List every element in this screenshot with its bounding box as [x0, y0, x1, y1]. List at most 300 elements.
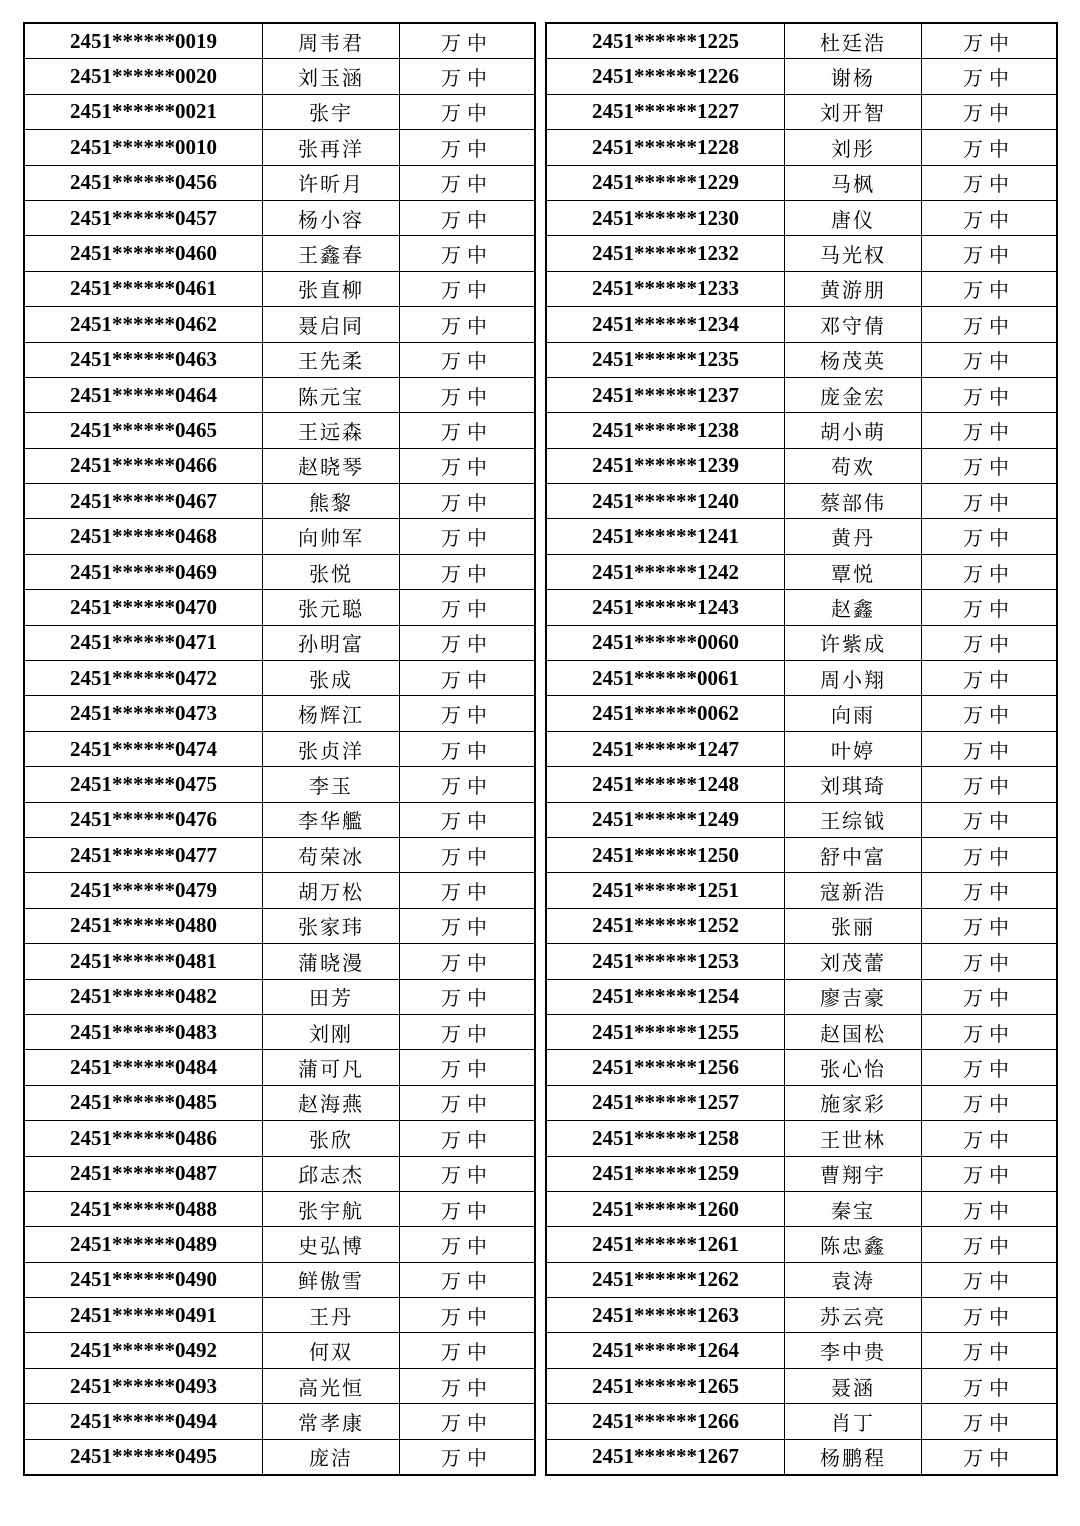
table-row [24, 1368, 535, 1403]
student-name-cell: 邓守倩 [785, 307, 922, 342]
table-row [546, 165, 1057, 200]
table-row [546, 802, 1057, 837]
school-cell: 万中 [922, 1227, 1058, 1262]
exam-id-cell: 2451******1264 [546, 1333, 785, 1368]
exam-id-cell: 2451******0464 [24, 377, 263, 412]
school-cell: 万中 [400, 661, 536, 696]
exam-id-cell: 2451******1255 [546, 1014, 785, 1049]
table-row [546, 1404, 1057, 1439]
table-row [24, 59, 535, 94]
table-row [546, 767, 1057, 802]
student-name-cell: 张悦 [263, 554, 400, 589]
school-cell: 万中 [922, 1333, 1058, 1368]
school-cell: 万中 [922, 236, 1058, 271]
table-row [546, 1333, 1057, 1368]
student-name-cell: 唐仪 [785, 200, 922, 235]
student-name-cell: 孙明富 [263, 625, 400, 660]
school-cell: 万中 [400, 1439, 536, 1475]
school-cell: 万中 [400, 200, 536, 235]
student-name-cell: 鲜傲雪 [263, 1262, 400, 1297]
school-cell: 万中 [400, 1050, 536, 1085]
table-row [24, 377, 535, 412]
school-cell: 万中 [400, 342, 536, 377]
student-name-cell: 张心怡 [785, 1050, 922, 1085]
exam-id-cell: 2451******0486 [24, 1121, 263, 1156]
school-cell: 万中 [400, 1333, 536, 1368]
table-row [24, 1333, 535, 1368]
student-name-cell: 赵国松 [785, 1014, 922, 1049]
student-name-cell: 袁涛 [785, 1262, 922, 1297]
table-row [24, 271, 535, 306]
school-cell: 万中 [400, 696, 536, 731]
student-name-cell: 常孝康 [263, 1404, 400, 1439]
table-row [24, 1050, 535, 1085]
student-name-cell: 蔡部伟 [785, 484, 922, 519]
exam-id-cell: 2451******0493 [24, 1368, 263, 1403]
exam-id-cell: 2451******0019 [24, 23, 263, 59]
exam-id-cell: 2451******1248 [546, 767, 785, 802]
table-row [546, 873, 1057, 908]
student-name-cell: 廖吉豪 [785, 979, 922, 1014]
school-cell: 万中 [922, 130, 1058, 165]
student-name-cell: 张贞洋 [263, 731, 400, 766]
student-name-cell: 聂涵 [785, 1368, 922, 1403]
student-name-cell: 周小翔 [785, 661, 922, 696]
exam-id-cell: 2451******1249 [546, 802, 785, 837]
school-cell: 万中 [922, 1085, 1058, 1120]
school-cell: 万中 [400, 271, 536, 306]
exam-id-cell: 2451******0474 [24, 731, 263, 766]
table-row [24, 1262, 535, 1297]
school-cell: 万中 [400, 625, 536, 660]
student-name-cell: 秦宝 [785, 1191, 922, 1226]
exam-id-cell: 2451******0477 [24, 837, 263, 872]
school-cell: 万中 [400, 590, 536, 625]
school-cell: 万中 [922, 590, 1058, 625]
exam-id-cell: 2451******1258 [546, 1121, 785, 1156]
school-cell: 万中 [400, 1191, 536, 1226]
table-row [24, 837, 535, 872]
exam-id-cell: 2451******0463 [24, 342, 263, 377]
exam-id-cell: 2451******1250 [546, 837, 785, 872]
school-cell: 万中 [400, 1368, 536, 1403]
school-cell: 万中 [922, 837, 1058, 872]
student-name-cell: 刘刚 [263, 1014, 400, 1049]
table-row [546, 837, 1057, 872]
exam-id-cell: 2451******1225 [546, 23, 785, 59]
school-cell: 万中 [400, 554, 536, 589]
exam-id-cell: 2451******1239 [546, 448, 785, 483]
table-row [546, 23, 1057, 59]
table-row [24, 661, 535, 696]
school-cell: 万中 [922, 200, 1058, 235]
student-name-cell: 刘玉涵 [263, 59, 400, 94]
student-name-cell: 刘琪琦 [785, 767, 922, 802]
student-name-cell: 赵鑫 [785, 590, 922, 625]
exam-id-cell: 2451******0021 [24, 94, 263, 129]
school-cell: 万中 [922, 59, 1058, 94]
exam-id-cell: 2451******1259 [546, 1156, 785, 1191]
school-cell: 万中 [922, 1298, 1058, 1333]
table-row [546, 1368, 1057, 1403]
table-row [24, 802, 535, 837]
exam-id-cell: 2451******1235 [546, 342, 785, 377]
student-name-cell: 王综钺 [785, 802, 922, 837]
school-cell: 万中 [922, 554, 1058, 589]
table-row [546, 625, 1057, 660]
exam-id-cell: 2451******1247 [546, 731, 785, 766]
table-row [546, 1121, 1057, 1156]
school-cell: 万中 [922, 873, 1058, 908]
student-name-cell: 聂启同 [263, 307, 400, 342]
school-cell: 万中 [400, 1121, 536, 1156]
exam-id-cell: 2451******0495 [24, 1439, 263, 1475]
exam-id-cell: 2451******0469 [24, 554, 263, 589]
exam-id-cell: 2451******1240 [546, 484, 785, 519]
table-row [24, 448, 535, 483]
exam-id-cell: 2451******1238 [546, 413, 785, 448]
exam-id-cell: 2451******0472 [24, 661, 263, 696]
table-row [546, 413, 1057, 448]
student-name-cell: 苏云亮 [785, 1298, 922, 1333]
student-name-cell: 覃悦 [785, 554, 922, 589]
table-row [24, 979, 535, 1014]
student-name-cell: 张欣 [263, 1121, 400, 1156]
exam-id-cell: 2451******1237 [546, 377, 785, 412]
exam-id-cell: 2451******0488 [24, 1191, 263, 1226]
exam-id-cell: 2451******1265 [546, 1368, 785, 1403]
table-row [24, 554, 535, 589]
exam-id-cell: 2451******1229 [546, 165, 785, 200]
exam-id-cell: 2451******0465 [24, 413, 263, 448]
school-cell: 万中 [922, 767, 1058, 802]
table-row [24, 625, 535, 660]
school-cell: 万中 [922, 944, 1058, 979]
student-name-cell: 周韦君 [263, 23, 400, 59]
school-cell: 万中 [922, 1404, 1058, 1439]
table-row [24, 1121, 535, 1156]
school-cell: 万中 [400, 731, 536, 766]
student-name-cell: 何双 [263, 1333, 400, 1368]
student-name-cell: 张成 [263, 661, 400, 696]
table-row [546, 1014, 1057, 1049]
school-cell: 万中 [922, 1439, 1058, 1475]
exam-id-cell: 2451******0460 [24, 236, 263, 271]
table-row [546, 696, 1057, 731]
student-name-cell: 张元聪 [263, 590, 400, 625]
student-name-cell: 向帅军 [263, 519, 400, 554]
student-name-cell: 张直柳 [263, 271, 400, 306]
student-table-right [545, 22, 1058, 1476]
exam-id-cell: 2451******0489 [24, 1227, 263, 1262]
student-name-cell: 蒲晓漫 [263, 944, 400, 979]
table-row [24, 413, 535, 448]
school-cell: 万中 [400, 130, 536, 165]
table-row [24, 767, 535, 802]
school-cell: 万中 [922, 625, 1058, 660]
student-name-cell: 刘开智 [785, 94, 922, 129]
school-cell: 万中 [922, 519, 1058, 554]
table-row [24, 1227, 535, 1262]
student-name-cell: 叶婷 [785, 731, 922, 766]
student-name-cell: 王丹 [263, 1298, 400, 1333]
exam-id-cell: 2451******0471 [24, 625, 263, 660]
school-cell: 万中 [922, 1262, 1058, 1297]
table-row [24, 519, 535, 554]
exam-id-cell: 2451******0467 [24, 484, 263, 519]
student-name-cell: 杨鹏程 [785, 1439, 922, 1475]
student-name-cell: 杨小容 [263, 200, 400, 235]
school-cell: 万中 [922, 1014, 1058, 1049]
exam-id-cell: 2451******0480 [24, 908, 263, 943]
exam-id-cell: 2451******0468 [24, 519, 263, 554]
student-name-cell: 向雨 [785, 696, 922, 731]
table-row [546, 979, 1057, 1014]
school-cell: 万中 [400, 484, 536, 519]
table-row [24, 130, 535, 165]
table-row [546, 1191, 1057, 1226]
exam-id-cell: 2451******0466 [24, 448, 263, 483]
school-cell: 万中 [400, 908, 536, 943]
school-cell: 万中 [922, 448, 1058, 483]
table-row [546, 1085, 1057, 1120]
table-row [24, 307, 535, 342]
exam-id-cell: 2451******0475 [24, 767, 263, 802]
school-cell: 万中 [922, 1050, 1058, 1085]
student-name-cell: 马光权 [785, 236, 922, 271]
table-row [24, 342, 535, 377]
exam-id-cell: 2451******0483 [24, 1014, 263, 1049]
student-name-cell: 曹翔宇 [785, 1156, 922, 1191]
exam-id-cell: 2451******0485 [24, 1085, 263, 1120]
table-row [24, 165, 535, 200]
school-cell: 万中 [400, 1262, 536, 1297]
exam-id-cell: 2451******1256 [546, 1050, 785, 1085]
exam-id-cell: 2451******1228 [546, 130, 785, 165]
student-name-cell: 张丽 [785, 908, 922, 943]
student-name-cell: 熊黎 [263, 484, 400, 519]
student-table-left [23, 22, 536, 1476]
student-name-cell: 陈忠鑫 [785, 1227, 922, 1262]
school-cell: 万中 [922, 908, 1058, 943]
student-name-cell: 王先柔 [263, 342, 400, 377]
school-cell: 万中 [922, 94, 1058, 129]
school-cell: 万中 [922, 1191, 1058, 1226]
student-name-cell: 赵海燕 [263, 1085, 400, 1120]
student-name-cell: 王远森 [263, 413, 400, 448]
student-name-cell: 马枫 [785, 165, 922, 200]
student-name-cell: 蒲可凡 [263, 1050, 400, 1085]
student-name-cell: 张宇 [263, 94, 400, 129]
student-name-cell: 张宇航 [263, 1191, 400, 1226]
exam-id-cell: 2451******1261 [546, 1227, 785, 1262]
exam-id-cell: 2451******1252 [546, 908, 785, 943]
school-cell: 万中 [400, 59, 536, 94]
table-row [546, 342, 1057, 377]
school-cell: 万中 [922, 802, 1058, 837]
table-row [24, 23, 535, 59]
table-row [24, 944, 535, 979]
school-cell: 万中 [400, 519, 536, 554]
school-cell: 万中 [922, 342, 1058, 377]
school-cell: 万中 [400, 236, 536, 271]
exam-id-cell: 2451******1254 [546, 979, 785, 1014]
table-row [546, 1262, 1057, 1297]
school-cell: 万中 [922, 731, 1058, 766]
student-name-cell: 肖丁 [785, 1404, 922, 1439]
student-name-cell: 王鑫春 [263, 236, 400, 271]
exam-id-cell: 2451******0487 [24, 1156, 263, 1191]
exam-id-cell: 2451******1266 [546, 1404, 785, 1439]
table-row [24, 908, 535, 943]
exam-id-cell: 2451******0462 [24, 307, 263, 342]
school-cell: 万中 [400, 94, 536, 129]
exam-id-cell: 2451******0456 [24, 165, 263, 200]
exam-id-cell: 2451******0061 [546, 661, 785, 696]
table-row [24, 484, 535, 519]
school-cell: 万中 [400, 1014, 536, 1049]
student-name-cell: 邱志杰 [263, 1156, 400, 1191]
table-row [546, 1298, 1057, 1333]
exam-id-cell: 2451******1243 [546, 590, 785, 625]
school-cell: 万中 [922, 413, 1058, 448]
exam-id-cell: 2451******0476 [24, 802, 263, 837]
student-name-cell: 施家彩 [785, 1085, 922, 1120]
exam-id-cell: 2451******0060 [546, 625, 785, 660]
school-cell: 万中 [400, 1298, 536, 1333]
school-cell: 万中 [400, 377, 536, 412]
exam-id-cell: 2451******0470 [24, 590, 263, 625]
school-cell: 万中 [400, 837, 536, 872]
school-cell: 万中 [400, 1085, 536, 1120]
student-name-cell: 刘彤 [785, 130, 922, 165]
exam-id-cell: 2451******0481 [24, 944, 263, 979]
table-row [24, 1439, 535, 1475]
school-cell: 万中 [922, 1368, 1058, 1403]
school-cell: 万中 [400, 1404, 536, 1439]
exam-id-cell: 2451******0492 [24, 1333, 263, 1368]
table-row [546, 130, 1057, 165]
table-body-right [546, 23, 1057, 1475]
exam-id-cell: 2451******1260 [546, 1191, 785, 1226]
table-row [546, 377, 1057, 412]
exam-id-cell: 2451******1230 [546, 200, 785, 235]
table-body-left [24, 23, 535, 1475]
exam-id-cell: 2451******1232 [546, 236, 785, 271]
table-row [546, 944, 1057, 979]
table-row [546, 731, 1057, 766]
student-name-cell: 杜廷浩 [785, 23, 922, 59]
exam-id-cell: 2451******0010 [24, 130, 263, 165]
table-row [546, 1227, 1057, 1262]
school-cell: 万中 [922, 696, 1058, 731]
table-row [24, 94, 535, 129]
table-row [24, 200, 535, 235]
school-cell: 万中 [922, 165, 1058, 200]
student-name-cell: 赵晓琴 [263, 448, 400, 483]
table-row [24, 1404, 535, 1439]
student-name-cell: 杨茂英 [785, 342, 922, 377]
exam-id-cell: 2451******0473 [24, 696, 263, 731]
school-cell: 万中 [400, 944, 536, 979]
school-cell: 万中 [400, 413, 536, 448]
table-row [546, 448, 1057, 483]
student-name-cell: 庞洁 [263, 1439, 400, 1475]
school-cell: 万中 [922, 1156, 1058, 1191]
exam-id-cell: 2451******1257 [546, 1085, 785, 1120]
exam-id-cell: 2451******0062 [546, 696, 785, 731]
exam-id-cell: 2451******1227 [546, 94, 785, 129]
exam-id-cell: 2451******1242 [546, 554, 785, 589]
student-name-cell: 黄游朋 [785, 271, 922, 306]
school-cell: 万中 [400, 23, 536, 59]
table-row [24, 873, 535, 908]
school-cell: 万中 [400, 165, 536, 200]
table-row [546, 908, 1057, 943]
student-name-cell: 刘茂蕾 [785, 944, 922, 979]
student-name-cell: 王世林 [785, 1121, 922, 1156]
table-row [24, 1156, 535, 1191]
school-cell: 万中 [400, 307, 536, 342]
exam-id-cell: 2451******1233 [546, 271, 785, 306]
table-row [24, 731, 535, 766]
student-name-cell: 杨辉江 [263, 696, 400, 731]
exam-id-cell: 2451******0457 [24, 200, 263, 235]
exam-id-cell: 2451******0461 [24, 271, 263, 306]
table-row [24, 1085, 535, 1120]
student-name-cell: 寇新浩 [785, 873, 922, 908]
student-name-cell: 张再洋 [263, 130, 400, 165]
exam-id-cell: 2451******0484 [24, 1050, 263, 1085]
table-row [24, 696, 535, 731]
student-name-cell: 胡万松 [263, 873, 400, 908]
school-cell: 万中 [922, 484, 1058, 519]
student-name-cell: 许昕月 [263, 165, 400, 200]
exam-id-cell: 2451******0479 [24, 873, 263, 908]
table-row [546, 661, 1057, 696]
table-row [546, 236, 1057, 271]
school-cell: 万中 [922, 23, 1058, 59]
table-row [546, 1439, 1057, 1475]
exam-id-cell: 2451******1226 [546, 59, 785, 94]
table-row [546, 94, 1057, 129]
table-row [546, 590, 1057, 625]
school-cell: 万中 [922, 1121, 1058, 1156]
exam-id-cell: 2451******0490 [24, 1262, 263, 1297]
school-cell: 万中 [400, 873, 536, 908]
student-name-cell: 苟荣冰 [263, 837, 400, 872]
exam-id-cell: 2451******1263 [546, 1298, 785, 1333]
student-name-cell: 舒中富 [785, 837, 922, 872]
table-row [546, 271, 1057, 306]
school-cell: 万中 [922, 979, 1058, 1014]
exam-id-cell: 2451******0494 [24, 1404, 263, 1439]
student-name-cell: 高光恒 [263, 1368, 400, 1403]
school-cell: 万中 [400, 1227, 536, 1262]
exam-id-cell: 2451******1253 [546, 944, 785, 979]
student-name-cell: 史弘博 [263, 1227, 400, 1262]
exam-id-cell: 2451******1234 [546, 307, 785, 342]
student-name-cell: 庞金宏 [785, 377, 922, 412]
table-row [24, 1191, 535, 1226]
student-name-cell: 李玉 [263, 767, 400, 802]
exam-id-cell: 2451******1241 [546, 519, 785, 554]
student-name-cell: 张家玮 [263, 908, 400, 943]
student-name-cell: 陈元宝 [263, 377, 400, 412]
student-name-cell: 许紫成 [785, 625, 922, 660]
exam-id-cell: 2451******0491 [24, 1298, 263, 1333]
student-name-cell: 李华艦 [263, 802, 400, 837]
